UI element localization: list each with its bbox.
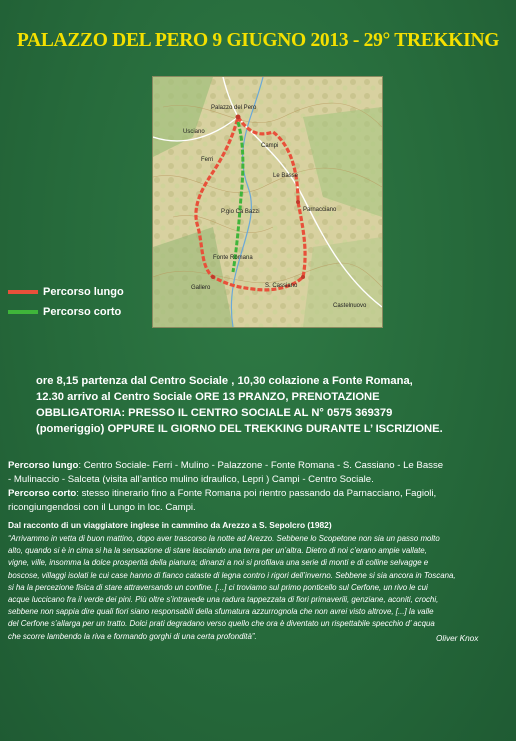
story-quote (8, 533, 506, 643)
map-label-poggio: P.gio Ca Bazzi (221, 209, 260, 215)
story-line: alto, quando si è in cima si ha la sensazione di stare lasciando una terra per un’altra. Dietro di noi c’erano ampie vallate, (8, 546, 427, 556)
story-line: si ha la percezione fisica di stare attraversando un confine. [...] ci troviamo sul primo ponticello sul Cerfone, un rivo le cui (8, 582, 428, 592)
route-descriptions (8, 459, 508, 515)
page-title: PALAZZO DEL PERO 9 GIUGNO 2013 - 29° TREKKING (16, 30, 500, 51)
long-route-label: Percorso lungo (8, 460, 79, 471)
story-line: che scorre lambendo la riva e formando gorghi di una certa profondità”. (8, 631, 257, 641)
story-line: del Cerfone s’allarga per un tratto. Dolci prati degradano verso quello che ora è diventato un rispettabile specchio d’ acqua (8, 619, 435, 629)
story-line: sebbene non sappia dire quali fiori siano responsabili della sfumatura azzurrognola che non avrei visto altrove, [...] la valle (8, 607, 434, 617)
story-heading: Dal racconto di un viaggiatore inglese in cammino da Arezzo a S. Sepolcro (1982) (8, 520, 332, 530)
schedule-line-1: ore 8,15 partenza dal Centro Sociale , 10,30 colazione a Fonte Romana, (36, 375, 413, 387)
map-label-fonte: Fonte Romana (213, 255, 253, 261)
legend-long-route (8, 286, 124, 298)
long-route-swatch (8, 290, 38, 294)
legend-short-route (8, 306, 121, 318)
map-label-usciano: Usciano (183, 129, 205, 135)
story-line: acque luccicano fra il verde dei pini. Più oltre s’intravede una radura tappezzata di fiori primaverili, genziane, aconiti, crochi, (8, 595, 439, 605)
long-route-line-1 (8, 459, 508, 473)
short-route-text: : stesso itinerario fino a Fonte Romana poi rientro passando da Parnacciano, Fagioli, (76, 488, 437, 499)
map-label-gallero: Gallero (191, 285, 211, 291)
map-label-lebasse: Le Basse (273, 173, 299, 179)
long-route-line-2: - Mulinaccio - Salceta (visita all’antico mulino idraulico, Lepri ) Campi - Centro Sociale. (8, 474, 374, 485)
story-line: vigne, ville, insomma la dolce prosperità della pianura; dinanzi a noi si profilava una serie di monti e di colline selvagge e (8, 558, 429, 568)
legend-long-label: Percorso lungo (43, 286, 124, 298)
story-author: Oliver Knox (436, 634, 479, 643)
map-label-parnacciano: Parnacciano (303, 207, 337, 213)
map-label-cassiano: S. Cassiano (265, 283, 298, 289)
long-route-text: : Centro Sociale- Ferri - Mulino - Palazzone - Fonte Romana - S. Cassiano - Le Basse (78, 460, 444, 471)
schedule-line-3: OBBLIGATORIA: PRESSO IL CENTRO SOCIALE AL N° 0575 369379 (36, 407, 393, 419)
map-label-campi: Campi (261, 143, 279, 149)
map-label-castel: Castelnuovo (333, 303, 367, 309)
short-route-swatch (8, 310, 38, 314)
short-route-label: Percorso corto (8, 488, 77, 499)
short-route-line-1 (8, 487, 508, 501)
schedule-line-2: 12.30 arrivo al Centro Sociale ORE 13 PRANZO, PRENOTAZIONE (36, 391, 380, 403)
story-line: boscose, villaggi isolati le cui case hanno di fianco cataste di legna contro i rigori dell’inverno. Sebbene si sia ancora in Toscana, (8, 570, 456, 580)
map-label-ferri: Ferri (201, 157, 214, 163)
schedule-info (36, 373, 496, 437)
schedule-line-4: (pomeriggio) OPPURE IL GIORNO DEL TREKKING DURANTE L’ ISCRIZIONE. (36, 423, 443, 435)
route-map (152, 76, 383, 328)
map-graphic (153, 77, 382, 327)
legend-short-label: Percorso corto (43, 306, 122, 318)
short-route-line-2: ricongiungendosi con il Lungo in loc. Campi. (8, 502, 196, 513)
map-label-palazzo: Palazzo del Pero (211, 105, 257, 111)
story-line: “Arrivammo in vetta di buon mattino, dopo aver trascorso la notte ad Arezzo. Sebbene lo Scopetone non sia un passo molto (8, 534, 440, 543)
